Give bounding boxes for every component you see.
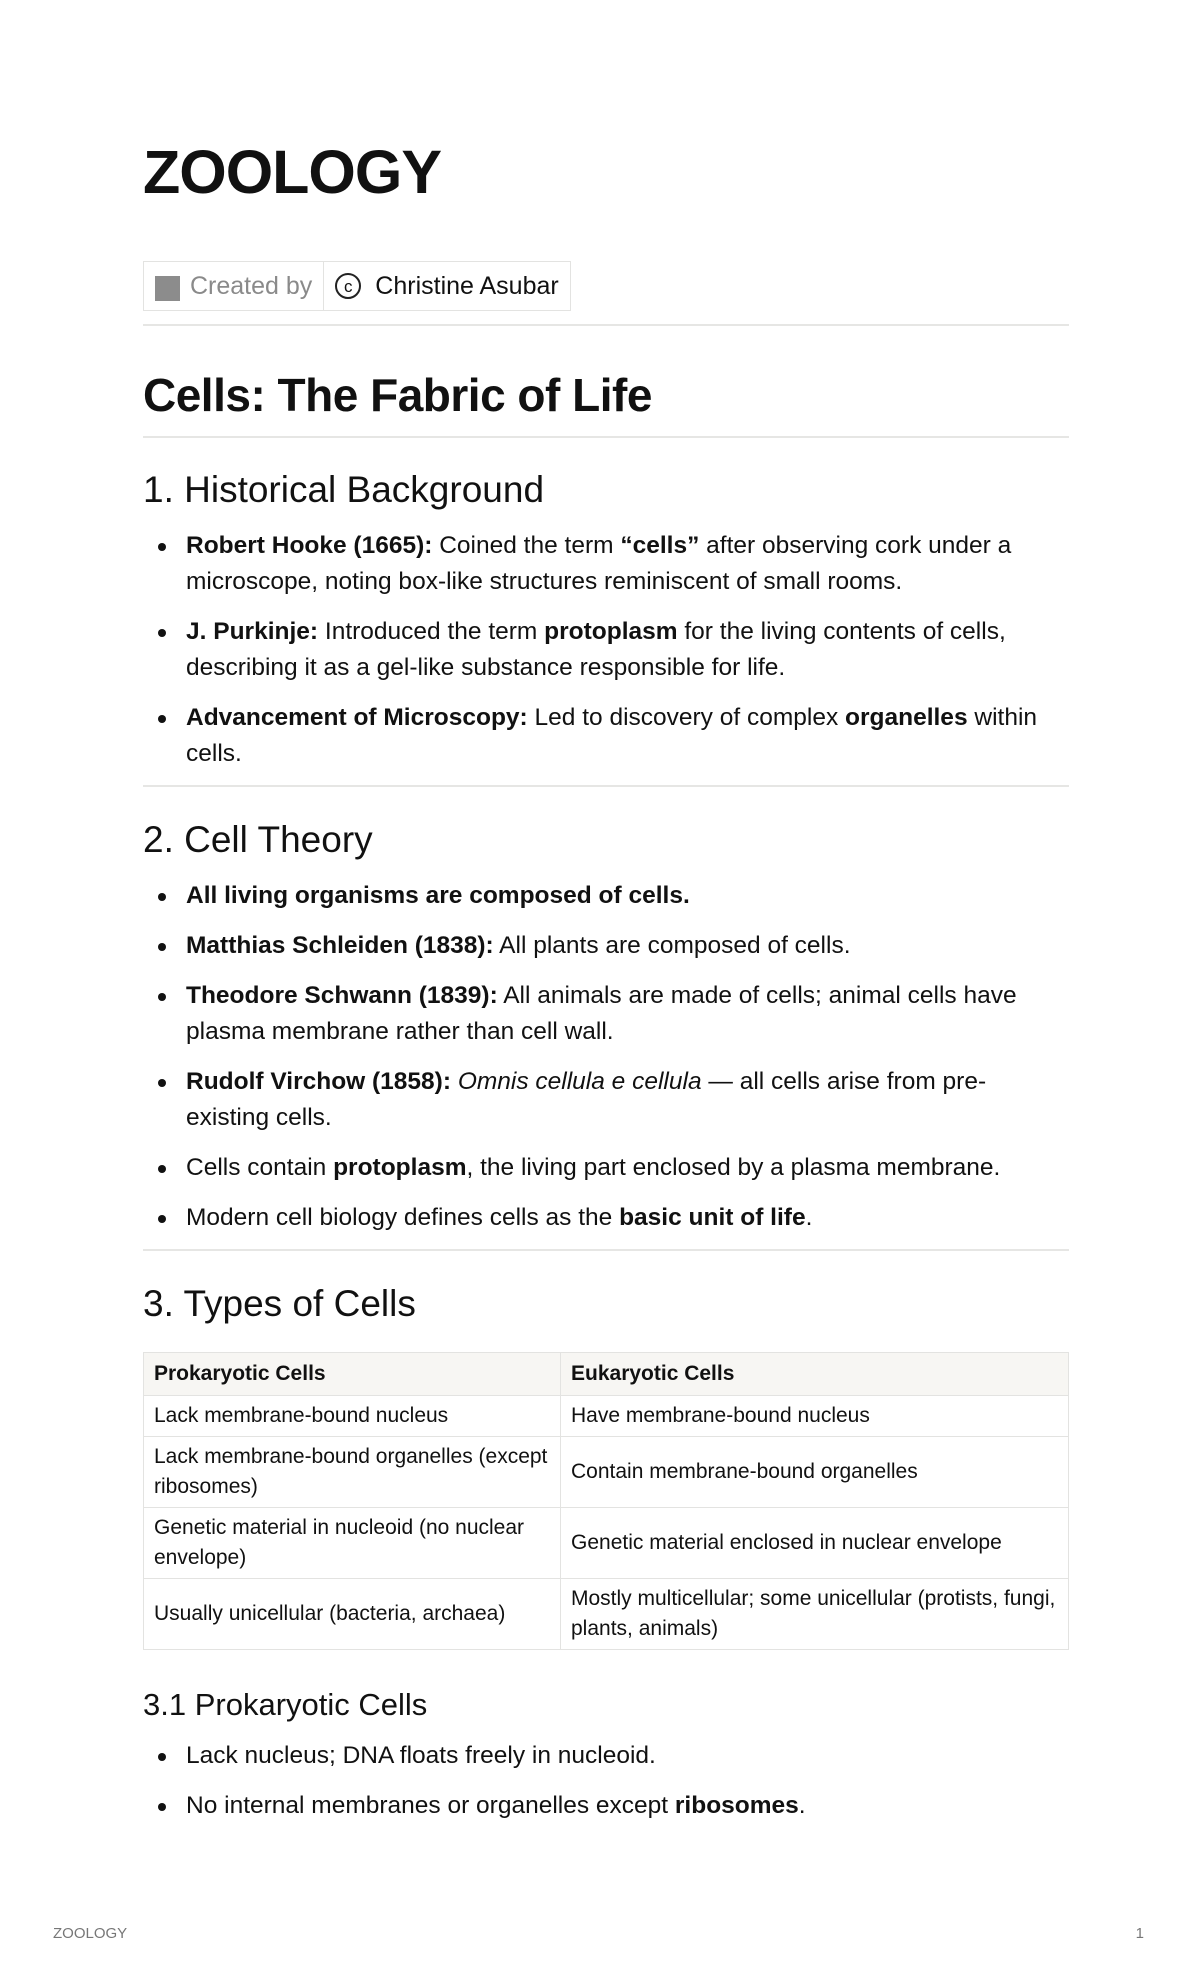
section-heading-theory: 2. Cell Theory — [143, 819, 373, 860]
list-item: Modern cell biology defines cells as the basic unit of life. — [143, 1200, 1069, 1236]
list-item: Robert Hooke (1665): Coined the term “cells” after observing cork under a microscope, noting box-like structures reminiscent of small rooms. — [143, 528, 1069, 600]
table-cell: Lack membrane-bound nucleus — [144, 1396, 561, 1437]
table-cell: Lack membrane-bound organelles (except ribosomes) — [144, 1437, 561, 1508]
table-cell: Have membrane-bound nucleus — [561, 1396, 1069, 1437]
list-item: Advancement of Microscopy: Led to discovery of complex organelles within cells. — [143, 700, 1069, 772]
table-row — [144, 1437, 1069, 1508]
created-by-property — [143, 261, 571, 311]
divider — [143, 785, 1069, 787]
table-header: Eukaryotic Cells — [561, 1353, 1069, 1396]
page-number: 1 — [1135, 1925, 1144, 1942]
divider — [143, 1249, 1069, 1251]
prokaryotic-list — [143, 1738, 1069, 1838]
list-item: Lack nucleus; DNA floats freely in nucleoid. — [143, 1738, 1069, 1774]
footer-title: ZOOLOGY — [53, 1925, 128, 1942]
list-item: Theodore Schwann (1839): All animals are made of cells; animal cells have plasma membrane rather than cell wall. — [143, 978, 1069, 1050]
theory-list — [143, 878, 1069, 1250]
property-key-label: Created by — [190, 271, 313, 300]
property-value[interactable] — [324, 262, 569, 310]
list-item: Matthias Schleiden (1838): All plants are composed of cells. — [143, 928, 1069, 964]
property-value-label: Christine Asubar — [375, 271, 559, 300]
list-item: Cells contain protoplasm, the living part enclosed by a plasma membrane. — [143, 1150, 1069, 1186]
table-cell: Genetic material enclosed in nuclear envelope — [561, 1508, 1069, 1579]
list-item: Rudolf Virchow (1858): Omnis cellula e cellula — all cells arise from pre-existing cells. — [143, 1064, 1069, 1136]
list-item: J. Purkinje: Introduced the term protoplasm for the living contents of cells, describing it as a gel-like substance responsible for life. — [143, 614, 1069, 686]
table-cell: Mostly multicellular; some unicellular (protists, fungi, plants, animals) — [561, 1579, 1069, 1650]
list-item: No internal membranes or organelles except ribosomes. — [143, 1788, 1069, 1824]
document-title: ZOOLOGY — [143, 138, 441, 206]
table-row — [144, 1579, 1069, 1650]
section-heading-types: 3. Types of Cells — [143, 1283, 416, 1324]
list-item: All living organisms are composed of cells. — [143, 878, 1069, 914]
property-key — [144, 262, 324, 310]
table-row — [144, 1396, 1069, 1437]
divider — [143, 436, 1069, 438]
subsection-heading-prokaryotic: 3.1 Prokaryotic Cells — [143, 1687, 428, 1722]
main-heading: Cells: The Fabric of Life — [143, 369, 652, 421]
table-row — [144, 1508, 1069, 1579]
table-header: Prokaryotic Cells — [144, 1353, 561, 1396]
table-header-row — [144, 1353, 1069, 1396]
table-cell: Contain membrane-bound organelles — [561, 1437, 1069, 1508]
cell-types-table — [143, 1352, 1069, 1650]
property-type-icon — [155, 276, 180, 301]
table-cell: Usually unicellular (bacteria, archaea) — [144, 1579, 561, 1650]
section-heading-history: 1. Historical Background — [143, 469, 545, 510]
divider — [143, 324, 1069, 326]
copyright-icon: c — [335, 273, 361, 299]
history-list — [143, 528, 1069, 786]
table-cell: Genetic material in nucleoid (no nuclear envelope) — [144, 1508, 561, 1579]
